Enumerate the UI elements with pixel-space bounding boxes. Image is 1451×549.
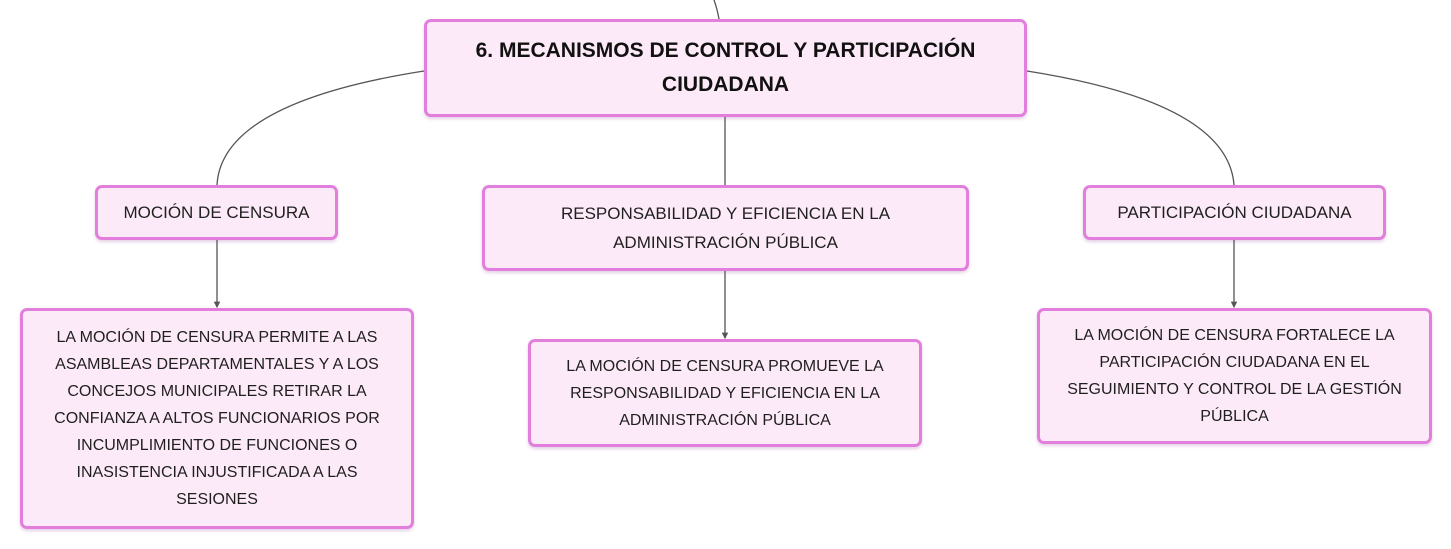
topic-label: MOCIÓN DE CENSURA [123,203,310,222]
root-topic-title: 6. MECANISMOS DE CONTROL Y PARTICIPACIÓN CIUDADANA [475,39,976,96]
root-topic-node[interactable] [424,19,1027,117]
subtopic-node-responsabilidad-detail[interactable] [528,339,922,447]
topic-node-responsabilidad-y-eficiencia[interactable] [482,185,969,271]
connector-incoming [714,0,719,19]
topic-label: PARTICIPACIÓN CIUDADANA [1117,203,1352,222]
subtopic-node-mocion-de-censura-detail[interactable] [20,308,414,529]
subtopic-text: LA MOCIÓN DE CENSURA PERMITE A LAS ASAMBLEAS DEPARTAMENTALES Y A LOS CONCEJOS MUNICIPALES RETIRAR LA CONFIANZA A ALTOS FUNCIONARIOS POR INCUMPLIMIENTO DE FUNCIONES O INASISTENCIA INJUSTIFICADA A LAS SESIONES [54,329,380,508]
connector-root-to-participacion [1027,71,1234,185]
subtopic-text: LA MOCIÓN DE CENSURA FORTALECE LA PARTICIPACIÓN CIUDADANA EN EL SEGUIMIENTO Y CONTROL DE LA GESTIÓN PÚBLICA [1067,327,1402,425]
connector-root-to-mocion [217,71,424,185]
subtopic-text: LA MOCIÓN DE CENSURA PROMUEVE LA RESPONSABILIDAD Y EFICIENCIA EN LA ADMINISTRACIÓN PÚBLICA [566,357,884,429]
subtopic-node-participacion-detail[interactable] [1037,308,1432,444]
topic-label: RESPONSABILIDAD Y EFICIENCIA EN LA ADMINISTRACIÓN PÚBLICA [560,204,891,252]
topic-node-mocion-de-censura[interactable] [95,185,338,240]
topic-node-participacion-ciudadana[interactable] [1083,185,1386,240]
